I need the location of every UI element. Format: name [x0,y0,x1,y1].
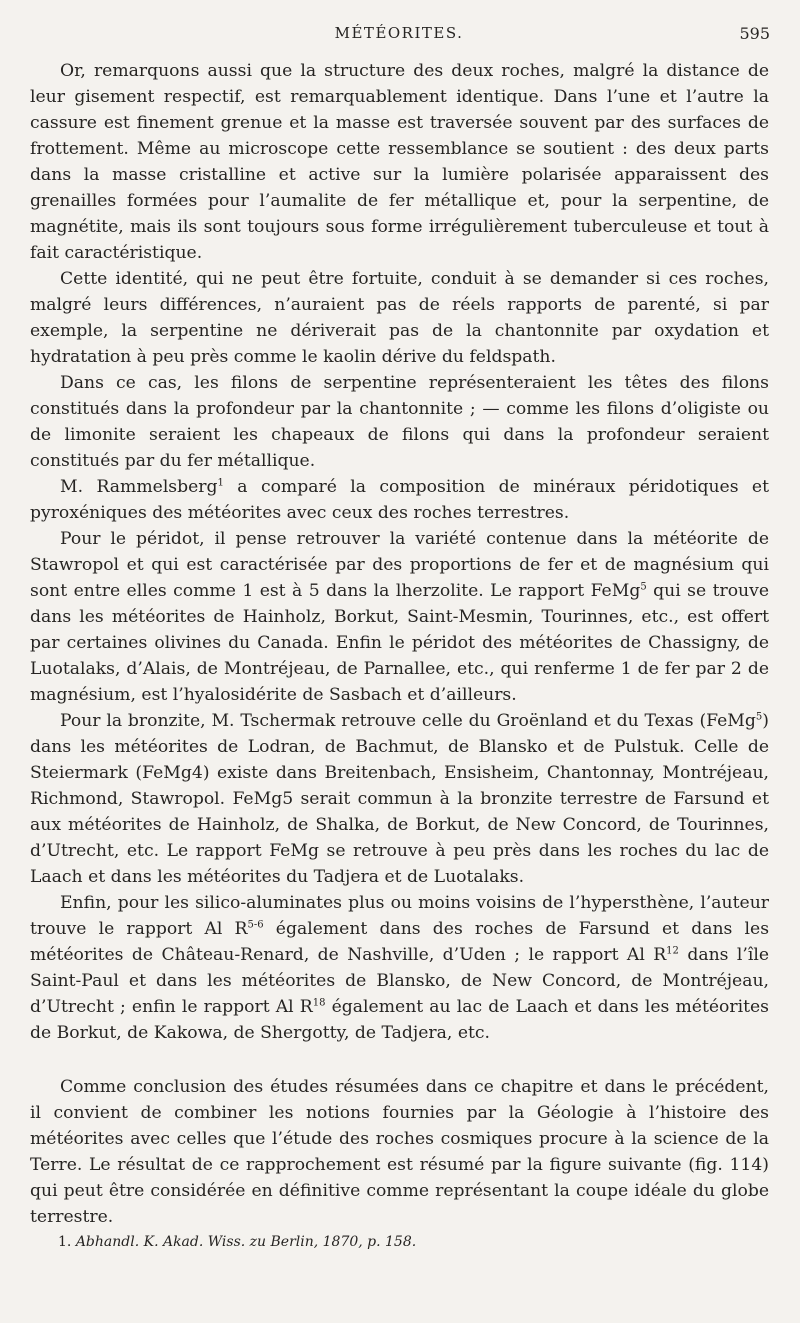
superscript: 1 [217,477,224,489]
page-number: 595 [739,24,770,43]
footnote-number: 1. [58,1234,72,1250]
paragraph-text: Enfin, pour les silico-aluminates plus ou moins voisins de l’hypersthène, l’auteur trouve le rapport Al R [30,893,769,939]
paragraph-text: qui se trouve dans les météorites de Hainholz, Borkut, Saint-Mesmin, Tourinnes, etc., est offert par certaines olivines du Canada. Enfin le péridot des météorites de Chassigny, de Luotalaks, d’Alais, de Montréjeau, de Parnallee, etc., qui renferme 1 de fer par 2 de magnésium, est l’hyalosidérite de Sasbach et d’ailleurs. [30,581,769,705]
paragraph-text: également au lac de Laach et dans les météorites de Borkut, de Kakowa, de Shergotty, de Tadjera, etc. [30,997,769,1043]
paragraph-text: ) dans les météorites de Lodran, de Bachmut, de Blansko et de Pulstuk. Celle de Steiermark (FeMg4) existe dans Breitenbach, Ensisheim, Chantonnay, Montréjeau, Richmond, Stawropol. FeMg5 serait commun à la bronzite terrestre de Farsund et aux météorites de Hainholz, de Shalka, de Borkut, de New Concord, de Tourinnes, d’Utrecht, etc. Le rapport FeMg se retrouve à peu près dans les roches du lac de Laach et dans les météorites du Tadjera et de Luotalaks. [30,711,769,887]
footnote [58,1232,760,1252]
paragraph-text: également dans des roches de Farsund et dans les météorites de Château-Renard, de Nashville, d’Uden ; le rapport Al R [30,919,770,965]
body-text [30,58,769,1230]
paragraph-text: M. Rammelsberg [60,477,218,497]
paragraph-text: Pour la bronzite, M. Tschermak retrouve celle du Groënland et du Texas (FeMg [60,711,756,731]
paragraph [30,1074,769,1230]
paragraph [30,58,769,266]
superscript: 18 [312,997,326,1009]
superscript: 5 [755,711,763,723]
paragraph-text: Pour le péridot, il pense retrouver la variété contenue dans la météorite de Stawropol et qui est caractérisée par des proportions de fer et de magnésium qui sont entre elles comme 1 est à 5 dans la lherzolite. Le rapport FeMg [30,529,769,601]
running-title: MÉTÉORITES. [334,24,464,42]
footnote-citation: Abhandl. K. Akad. Wiss. zu Berlin, 1870, p. 158. [75,1234,417,1250]
paragraph-text: Or, remarquons aussi que la structure des deux roches, malgré la distance de leur gisement respectif, est remarquablement identique. Dans l’une et l’autre la cassure est finement grenue et la masse est traversée souvent par des surfaces de frottement. Même au microscope cette ressemblance se soutient : des deux parts dans la masse cristalline et active sur la lumière polarisée apparaissent des grenailles formées pour l’aumalite de fer métallique et, pour la serpentine, de magnétite, mais ils sont toujours sous forme irrégulièrement tuberculeuse et tout à fait caractéristique. [30,61,769,263]
paragraph [30,474,769,526]
paragraph [30,708,769,890]
superscript: 5 [640,581,647,593]
paragraph-text: dans l’île Saint-Paul et dans les météorites de Blansko, de New Concord, de Montréjeau, d’Utrecht ; enfin le rapport Al R [30,945,769,1017]
paragraph [30,526,769,708]
paragraph-text: Dans ce cas, les filons de serpentine représenteraient les têtes des filons constitués dans la profondeur par la chantonnite ; — comme les filons d’oligiste ou de limonite seraient les chapeaux de filons qui dans la profondeur seraient constitués par du fer métallique. [30,373,769,471]
superscript: 12 [666,945,679,957]
running-header [28,24,770,48]
paragraph-text: a comparé la composition de minéraux péridotiques et pyroxéniques des météorites avec ceux des roches terrestres. [30,477,769,523]
paragraph [30,266,769,370]
paragraph-text: Cette identité, qui ne peut être fortuite, conduit à se demander si ces roches, malgré leurs différences, n’auraient pas de réels rapports de parenté, si par exemple, la serpentine ne dériverait pas de la chantonnite par oxydation et hydratation à peu près comme le kaolin dérive du feldspath. [30,269,769,367]
superscript: 5-6 [247,919,264,931]
paragraph [30,890,769,1046]
paragraph-text: Comme conclusion des études résumées dans ce chapitre et dans le précédent, il convient de combiner les notions fournies par la Géologie à l’histoire des météorites avec celles que l’étude des roches cosmiques procure à la science de la Terre. Le résultat de ce rapprochement est résumé par la figure suivante (fig. 114) qui peut être considérée en définitive comme représentant la coupe idéale du globe terrestre. [30,1077,769,1227]
paragraph [30,370,769,474]
